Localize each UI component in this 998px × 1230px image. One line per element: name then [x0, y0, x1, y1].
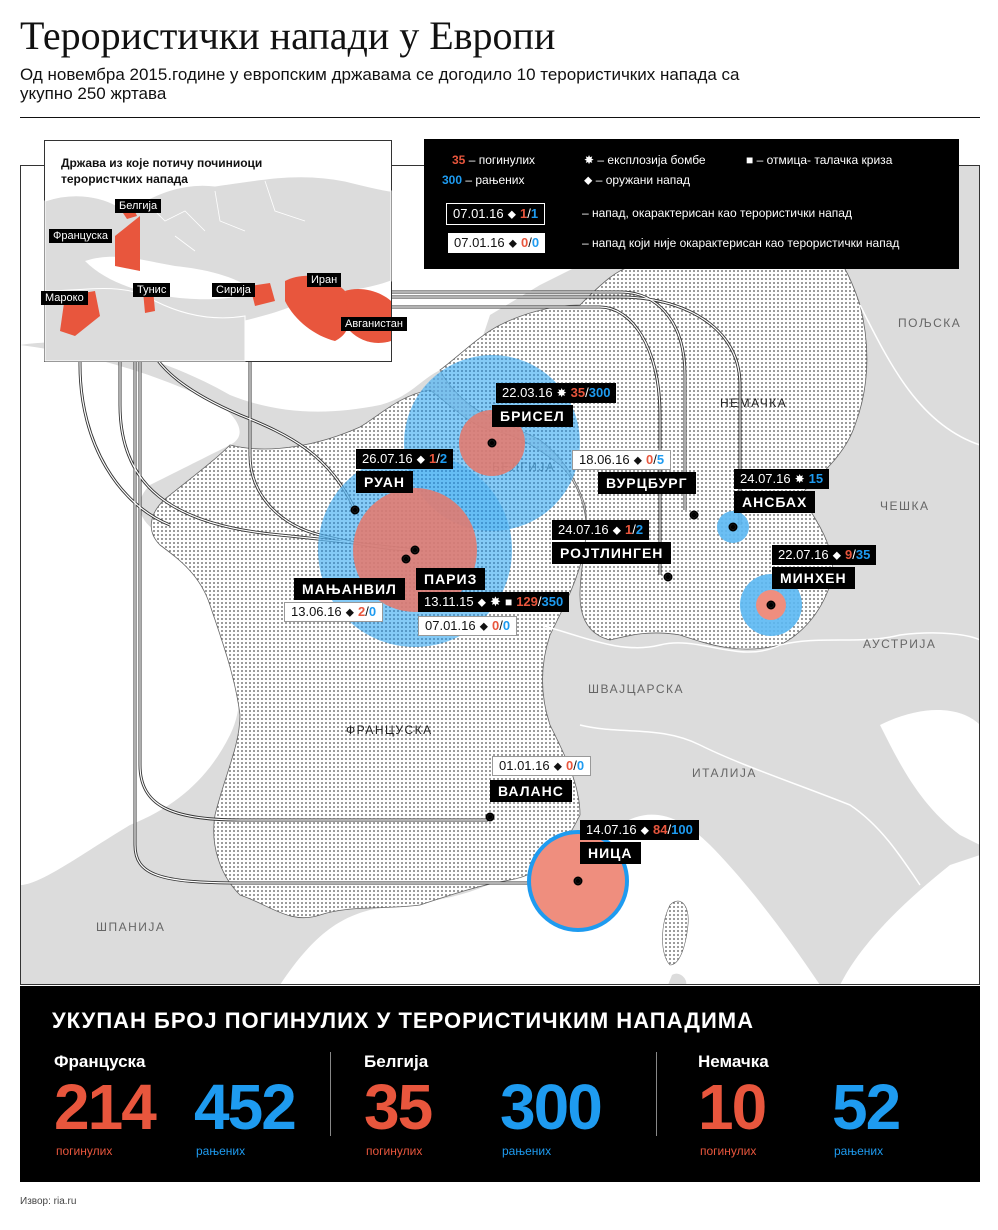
totals-germany-name: Немачка: [698, 1052, 769, 1071]
inset-tag-syria: Сирија: [212, 283, 255, 297]
nice-city: НИЦА: [580, 842, 641, 864]
inset-tag-afghanistan: Авганистан: [341, 317, 407, 331]
rouen-date: 26.07.16 ⬥ 1/2: [356, 449, 453, 469]
totals-title: УКУПАН БРОЈ ПОГИНУЛИХ У ТЕРОРИСТИЧКИМ НАПАДИМА: [52, 1008, 755, 1033]
totals-belgium-injured-caption: рањених: [502, 1144, 552, 1158]
bomb-icon: ✸: [584, 153, 595, 167]
gun-icon: ⬥: [832, 548, 842, 562]
legend-injured: 300 – рањених: [442, 173, 525, 187]
legend-bomb: ✸ – експлозија бомбе: [584, 153, 706, 167]
legend-hostage: ■ – отмица- талачка криза: [746, 153, 893, 167]
legend-nonterror-label: – напад који није окарактерисан као терористички напад: [582, 236, 900, 250]
gun-icon: ⬥: [479, 619, 489, 633]
totals-divider: [656, 1052, 657, 1136]
reutlingen-date: 24.07.16 ⬥ 1/2: [552, 520, 649, 540]
magnanville-date: 13.06.16 ⬥ 2/0: [284, 602, 383, 622]
totals-belgium-killed-caption: погинулих: [366, 1144, 423, 1158]
label-france: ФРАНЦУСКА: [346, 723, 433, 737]
bomb-icon: ✸: [794, 472, 805, 486]
label-czech: ЧЕШКА: [880, 499, 930, 513]
totals-france-injured: 452: [194, 1071, 295, 1143]
gun-icon: ⬥: [345, 605, 355, 619]
brussels-city: БРИСЕЛ: [492, 405, 573, 427]
label-italy: ИТАЛИЈА: [692, 766, 757, 780]
totals-panel: [20, 986, 980, 1182]
label-spain: ШПАНИЈА: [96, 920, 166, 934]
legend-sample-terror: 07.01.16 ⬥ 1/1: [446, 203, 545, 225]
totals-belgium-name: Белгија: [364, 1052, 429, 1071]
paris-city: ПАРИЗ: [416, 568, 485, 590]
gun-icon: ⬥: [612, 523, 622, 537]
totals-france-killed-caption: погинулих: [56, 1144, 113, 1158]
inset-tag-morocco: Мароко: [41, 291, 88, 305]
hostage-icon: ■: [746, 153, 754, 167]
header-rule: [20, 117, 980, 118]
hostage-icon: ■: [504, 595, 513, 609]
paris-second-date: 07.01.16 ⬥ 0/0: [418, 616, 517, 636]
gun-icon: ⬥: [633, 453, 643, 467]
page-title: Терористички напади у Европи: [20, 13, 556, 58]
inset-map: [44, 140, 403, 362]
gun-icon: ⬥: [477, 595, 487, 609]
valence-city: ВАЛАНС: [490, 780, 572, 802]
totals-germany-injured: 52: [832, 1071, 900, 1143]
gun-icon: ⬥: [553, 759, 563, 773]
page-subtitle: Од новембра 2015.године у европским државама се догодило 10 терористичких напада са укупно 250 жртава: [20, 65, 740, 103]
inset-tag-tunisia: Тунис: [133, 283, 170, 297]
totals-france-injured-caption: рањених: [196, 1144, 246, 1158]
totals-belgium-killed: 35: [364, 1071, 432, 1143]
munich-date: 22.07.16 ⬥ 9/35: [772, 545, 876, 565]
totals-france-killed: 214: [54, 1071, 155, 1143]
valence-date: 01.01.16 ⬥ 0/0: [492, 756, 591, 776]
totals-germany-killed: 10: [698, 1071, 766, 1143]
totals-france-name: Француска: [54, 1052, 146, 1071]
inset-tag-iran: Иран: [307, 273, 341, 287]
gun-icon: ⬥: [640, 823, 650, 837]
totals-germany-killed-caption: погинулих: [700, 1144, 757, 1158]
gun-icon: ⬥: [416, 452, 426, 466]
totals-germany-injured-caption: рањених: [834, 1144, 884, 1158]
reutlingen-city: РОЈТЛИНГЕН: [552, 542, 671, 564]
label-austria: АУСТРИЈА: [863, 637, 937, 651]
magnanville-city: МАЊАНВИЛ: [294, 578, 405, 600]
gun-icon: ⬥: [507, 207, 517, 221]
inset-tag-belgium: Белгија: [115, 199, 161, 213]
wurzburg-city: ВУРЦБУРГ: [598, 472, 696, 494]
gun-icon: ⬥: [584, 173, 593, 187]
brussels-date: 22.03.16 ✸ 35/300: [496, 383, 616, 403]
bomb-icon: ✸: [490, 594, 501, 609]
totals-divider: [330, 1052, 331, 1136]
nice-date: 14.07.16 ⬥ 84/100: [580, 820, 699, 840]
legend-terror-label: – напад, окарактерисан као терористички напад: [582, 206, 852, 220]
totals-belgium-injured: 300: [500, 1071, 601, 1143]
inset-tag-france: Француска: [49, 229, 112, 243]
inset-title: Држава из које потичу починиоци терористчких напада: [61, 156, 263, 186]
legend-killed: 35 – погинулих: [452, 153, 536, 167]
ansbach-date: 24.07.16 ✸ 15: [734, 469, 829, 489]
label-poland: ПОЉСКА: [898, 316, 962, 330]
legend-armed: ⬥ – оружани напад: [584, 173, 690, 187]
ansbach-city: АНСБАХ: [734, 491, 815, 513]
paris-date: 13.11.15 ⬥ ✸ ■ 129/350: [418, 592, 569, 612]
source-note: Извор: ria.ru: [20, 1196, 77, 1207]
label-germany: НЕМАЧКА: [720, 396, 788, 410]
gun-icon: ⬥: [508, 236, 518, 250]
wurzburg-date: 18.06.16 ⬥ 0/5: [572, 450, 671, 470]
map-legend: [424, 139, 959, 269]
bomb-icon: ✸: [556, 386, 567, 400]
munich-city: МИНХЕН: [772, 567, 855, 589]
legend-sample-nonterror: 07.01.16 ⬥ 0/0: [448, 233, 545, 253]
rouen-city: РУАН: [356, 471, 413, 493]
label-switzerland: ШВАЈЦАРСКА: [588, 682, 685, 696]
